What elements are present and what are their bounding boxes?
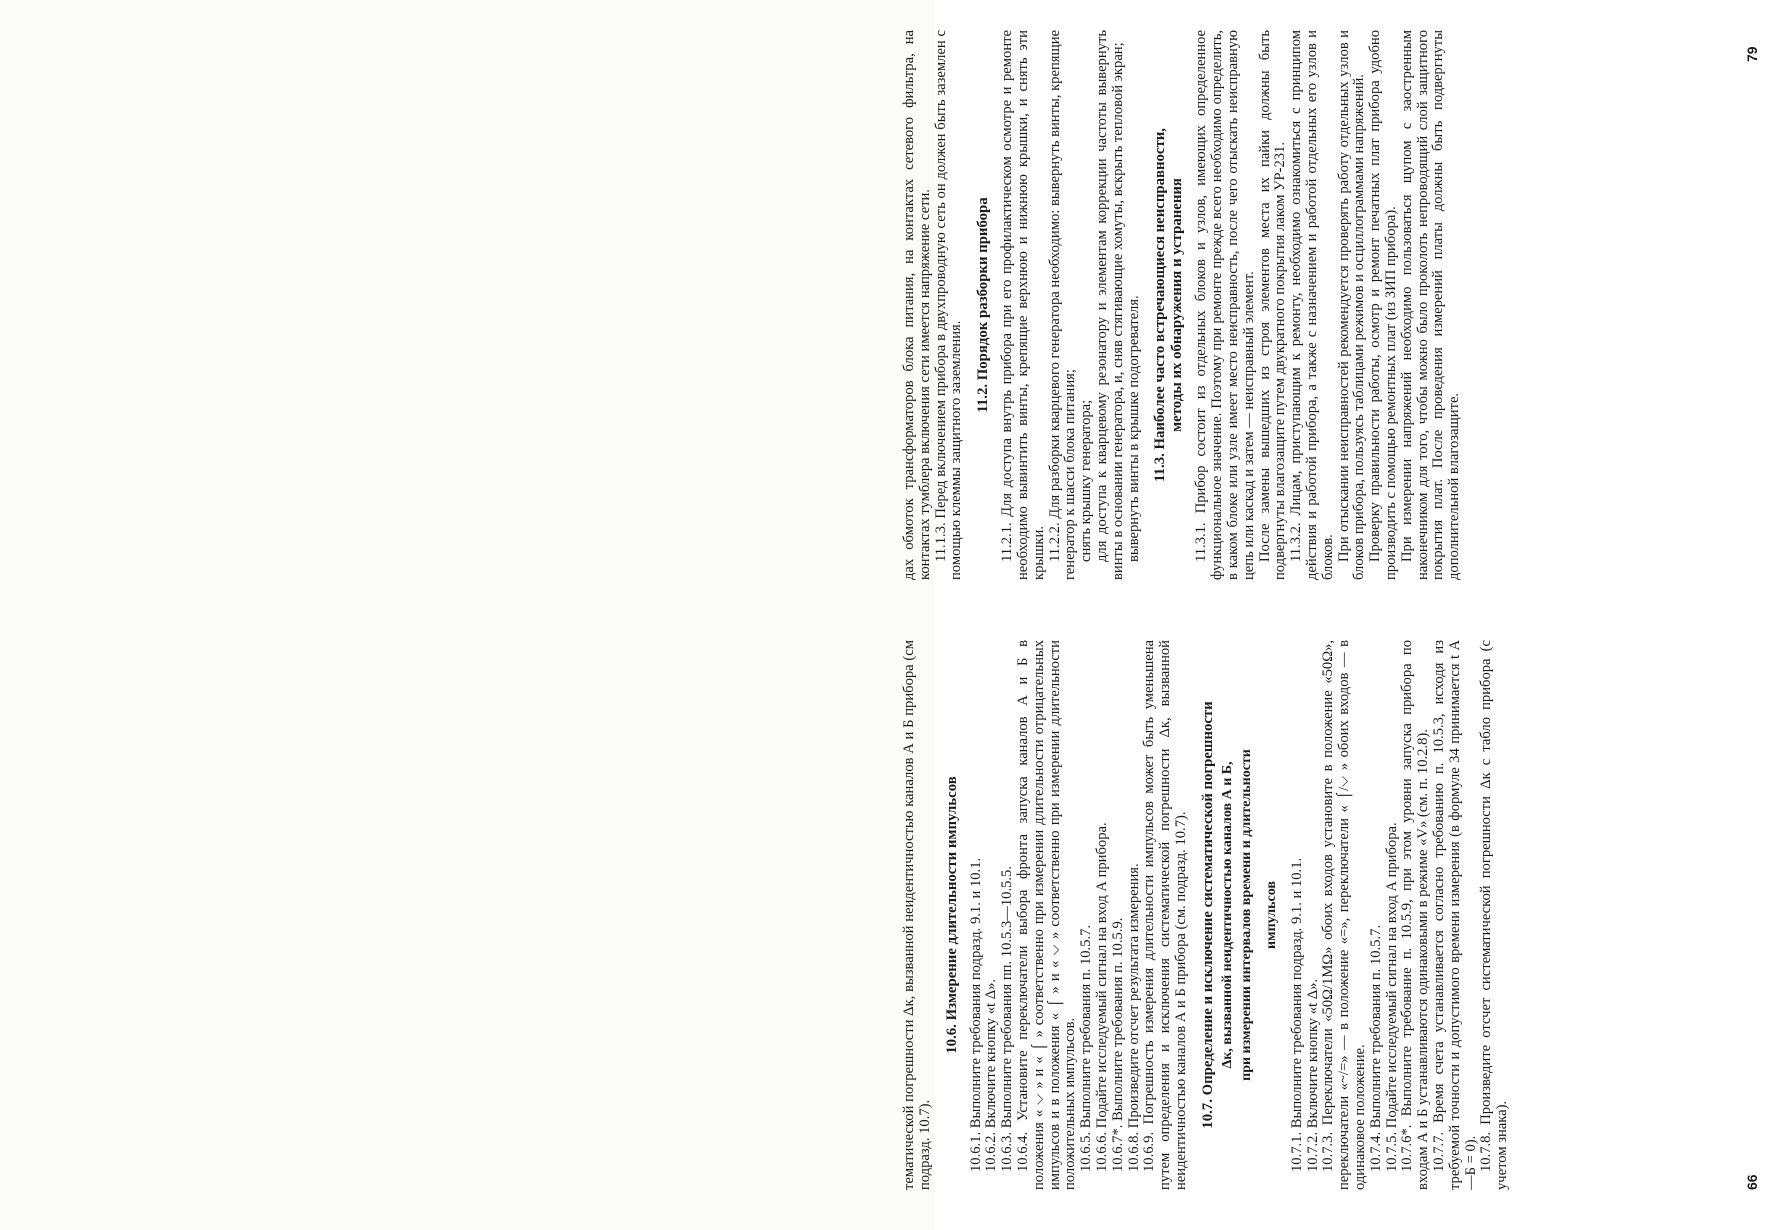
para-10-7-4: 10.7.4. Выполните требования п. 10.5.7. <box>1367 924 1384 1172</box>
para-10-6-9: 10.6.9. Погрешность измерения длительности импульсов может быть уменьшена путем определения и исключения систематической погрешности Δк, вызванной неидентичностью каналов А и Б прибора (см. подразд. 10.7). <box>1141 640 1189 1190</box>
para-10-6-5: 10.6.5. Выполните требования п. 10.5.7. <box>1078 924 1095 1172</box>
section-11-2-heading: 11.2. Порядок разборки прибора <box>975 197 992 413</box>
para-10-7-2: 10.7.2. Включите кнопку «t Δ». <box>1304 978 1321 1172</box>
section-11-3-heading-line1: 11.3. Наиболее часто встречающиеся неисправности, <box>1152 128 1169 482</box>
para-10-6-8: 10.6.8. Произведите отсчет результата измерения. <box>1125 863 1142 1172</box>
page-number-right: 79 <box>1744 46 1760 62</box>
para-11-3-2: 11.3.2. Лицам, приступающим к ремонту, необходимо ознакомиться с принципом действия и работой прибора, а также с назначением и работой отдельных его узлов и блоков. <box>1288 30 1336 580</box>
section-10-7-heading-line4: импульсов <box>1263 881 1279 950</box>
rotated-content <box>902 30 1772 1190</box>
para-11-2-2-c: для доступа к кварцевому резонатору и элементам коррекции частоты вывернуть винты в основании генератора, и, сняв стягивающие хомуты, вскрыть тепловой экран; <box>1093 30 1126 580</box>
para-10-7-1: 10.7.1. Выполните требования подразд. 9.1. и 10.1. <box>1288 857 1305 1172</box>
section-10-7-heading-line1: 10.7. Определение и исключение систематической погрешности <box>1199 701 1216 1129</box>
para-10-6-1: 10.6.1. Выполните требования подразд. 9.1. и 10.1. <box>967 857 984 1172</box>
para-10-6-3: 10.6.3. Выполните требования пп. 10.5.3—10.5.5. <box>999 866 1016 1172</box>
para-11-2-1: 11.2.1. Для доступа внутрь прибора при его профилактическом осмотре и ремонте необходимо вывинтить винты, крепящие верхнюю и нижнюю крышки, и снять эти крышки. <box>999 30 1047 580</box>
left-intro-paragraph: тематической погрешности Δк, вызванной неидентичностью каналов А и Б прибора (см подразд. 10.7). <box>901 640 933 1190</box>
right-intro-paragraph: дах обмоток трансформаторов блока питания, на контактах сетевого фильтра, на контактах тумблера включения сети имеется напряжение сети. <box>901 30 933 580</box>
section-10-7-heading-line3: при измерении интервалов времени и длительности <box>1238 749 1254 1081</box>
section-10-6-heading: 10.6. Измерение длительности импульсов <box>943 776 960 1054</box>
para-10-7-3: 10.7.3. Переключатели «50Ω/1MΩ» обоих входов установите в положение «50Ω», переключатели «~/=» — в положение «=», переключатели « ⌠/⌵ » обоих входов — в одинаковое положение. <box>1320 640 1368 1190</box>
para-11-3-1-b: После замены вышедших из строя элементов места их пайки должны быть подвергнуты влагозащите путем двукратного покрытия лаком УР-231. <box>1256 30 1289 580</box>
para-10-7-5: 10.7.5. Подайте исследуемый сигнал на вход А прибора. <box>1383 822 1400 1172</box>
page-number-left: 66 <box>1744 1174 1760 1190</box>
para-11-1-3: 11.1.3. Перед включением прибора в двухпроводную сеть он должен быть заземлен с помощью клеммы защитного заземления. <box>932 30 965 580</box>
right-page-column <box>902 30 1463 580</box>
para-10-7-6: 10.7.6*. Выполните требование п. 10.5.9, при этом уровни запуска прибора по входам А и Б устанавливаются одинаковыми в режиме «V» (см. п. 10.2.8). <box>1399 640 1432 1190</box>
para-10-6-2: 10.6.2. Включите кнопку «t Δ». <box>983 978 1000 1172</box>
para-11-3-1: 11.3.1. Прибор состоит из отдельных блоков и узлов, имеющих определенное функциональное значение. Поэтому при ремонте прежде всего необходимо определить, в каком блоке или узле имеет место неисправность, после чего отыскать неисправную цепь или каскад и затем — неисправный элемент. <box>1193 30 1257 580</box>
left-page-column <box>902 640 1511 1190</box>
section-11-3-heading-line2: методы их обнаружения и устранения <box>1169 178 1186 432</box>
para-10-7-7: 10.7.7. Время счета устанавливается согласно требованию п. 10.5.3, исходя из требуемой точности и допустимого времени измерения (в формуле 34 принимается t А—Б = 0). <box>1430 640 1479 1190</box>
para-11-3-2-c: Проверку правильности работы, осмотр и ремонт печатных плат прибора удобно производить с помощью ремонтных плат (из ЗИП прибора). <box>1367 30 1399 580</box>
para-11-3-2-b: При отыскании неисправностей рекомендуется проверять работу отдельных узлов и блоков прибора, пользуясь таблицами режимов и осциллограммами напряжений. <box>1335 30 1368 580</box>
para-11-2-2-b: снять крышку генератора; <box>1078 399 1095 562</box>
para-11-2-2-d: вывернуть винты в крышке подогревателя. <box>1125 295 1142 562</box>
section-10-7-heading-line2: Δк, вызванной неидентичностью каналов А и Б, <box>1219 761 1235 1069</box>
para-10-6-4: 10.6.4. Установите переключатели выбора фронта запуска каналов А и Б в положения « ⌵ » и « ⌠ » соответственно при измерении длительности отрицательных импульсов и в положения « ⌠ » и « ⌵ » соответственно при измерении длительности положительных импульсов. <box>1014 640 1079 1190</box>
para-10-7-8: 10.7.8. Произведите отсчет систематической погрешности Δк с табло прибора (с учетом знака). <box>1478 640 1511 1190</box>
para-10-6-6: 10.6.6. Подайте исследуемый сигнал на вход А прибора. <box>1093 822 1110 1172</box>
para-11-2-2: 11.2.2. Для разборки кварцевого генератора необходимо: вывернуть винты, крепящие генератор к шасси блока питания; <box>1046 30 1079 580</box>
para-10-6-7: 10.6.7*. Выполните требования п. 10.5.9. <box>1109 917 1126 1172</box>
para-11-3-2-d: При измерении напряжений необходимо пользоваться щупом с заостренным наконечником для того, чтобы можно было проколоть непроводящий слой защитного покрытия плат. После проведения измерений платы должны быть подвергнуты дополнительной влагозащите. <box>1398 30 1463 580</box>
